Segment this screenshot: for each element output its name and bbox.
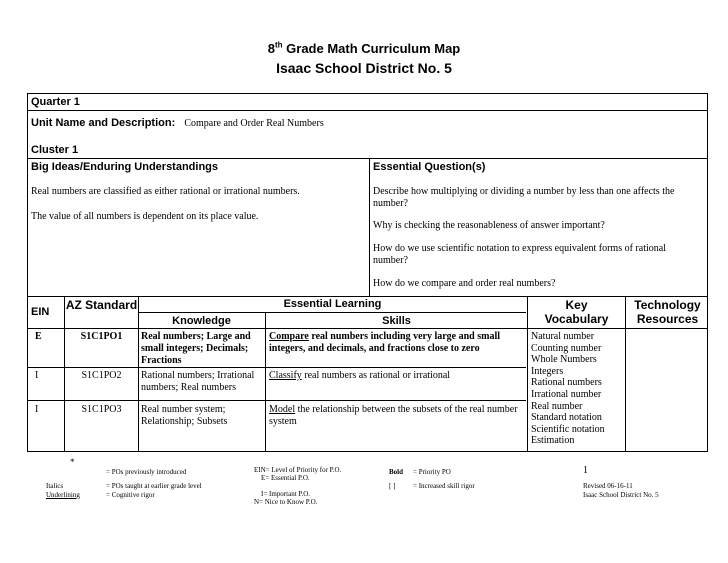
row-2-knowledge: Rational numbers; Irrational numbers; Real numbers: [141, 370, 255, 393]
row-3-skill-verb: Model: [269, 404, 296, 415]
quarter-label: Quarter 1: [31, 96, 80, 108]
vocabulary-item: Scientific notation: [531, 423, 605, 435]
underlining-text: Underlining: [46, 491, 80, 499]
vocabulary-item: Standard notation: [531, 412, 602, 424]
header-az-standard: AZ Standard: [65, 298, 138, 312]
revised-date: Revised 06-16-11: [583, 482, 633, 490]
row-3-standard: S1C1PO3: [81, 404, 122, 415]
header-essential-learning: Essential Learning: [283, 298, 382, 310]
district-title: Isaac School District No. 5: [276, 60, 452, 76]
essential-question-1: Describe how multiplying or dividing a number by less than one affects the number?: [373, 186, 675, 209]
vocabulary-list: [531, 331, 623, 447]
row-3-skills: [269, 404, 524, 428]
legend-pos-earlier: = POs taught at earlier grade level: [106, 482, 202, 490]
essential-question-3: How do we use scientific notation to express equivalent forms of rational number?: [373, 243, 666, 266]
legend-bold-label: Bold: [389, 468, 404, 476]
header-key-vocabulary: Key Vocabulary: [544, 298, 609, 326]
grade-number: 8: [267, 41, 275, 56]
legend-underlining-label: [46, 491, 80, 499]
row-2-standard: S1C1PO2: [81, 370, 122, 381]
row-1-skill-verb: Compare: [269, 331, 309, 342]
row-1-skills: [269, 331, 524, 355]
header-knowledge: Knowledge: [172, 315, 231, 327]
row-1-ein: E: [35, 331, 42, 342]
vocabulary-item: Counting number: [531, 342, 602, 354]
essential-question-2: Why is checking the reasonableness of answer important?: [373, 220, 605, 231]
ein-legend-line: EIN= Level of Priority for P.O.: [254, 466, 342, 474]
curriculum-table: [27, 93, 708, 452]
vocabulary-item: Natural number: [531, 331, 595, 342]
vocabulary-item: Irrational number: [531, 388, 602, 400]
row-2-ein: I: [35, 370, 39, 381]
footer-asterisk: *: [70, 457, 75, 467]
title-text: Grade Math Curriculum Map: [282, 41, 461, 56]
vocabulary-item: Integers: [531, 365, 564, 377]
ein-legend-line: E= Essential P.O.: [261, 474, 310, 482]
legend-bracket: = Increased skill rigor: [413, 482, 475, 490]
row-1-skill-rest: real numbers including very large and small integers, and decimals, and fractions close to zero: [269, 331, 501, 354]
ein-legend-line: I= Important P.O.: [261, 490, 311, 498]
big-idea-2: The value of all numbers is dependent on its place value.: [31, 211, 259, 222]
header-skills: Skills: [382, 315, 411, 327]
row-3-skill-rest: the relationship between the subsets of the real number system: [269, 404, 518, 427]
row-2-skills: [269, 370, 524, 382]
row-1-knowledge: Real numbers; Large and small integers; Decimals; Fractions: [141, 331, 251, 366]
vocabulary-item: Rational numbers: [531, 377, 602, 389]
cluster-label: Cluster 1: [31, 144, 79, 156]
footer-district: Isaac School District No. 5: [583, 491, 659, 499]
row-3-ein: I: [35, 404, 39, 415]
legend-cognitive: = Cognitive rigor: [106, 491, 155, 499]
row-2-skill-verb: Classify: [269, 370, 302, 381]
unit-value: Compare and Order Real Numbers: [184, 118, 324, 129]
legend-bracket-label: [ ]: [389, 482, 396, 490]
row-1-standard: S1C1PO1: [80, 331, 123, 342]
vocabulary-item: Estimation: [531, 435, 575, 447]
big-idea-1: Real numbers are classified as either rational or irrational numbers.: [31, 186, 300, 197]
vocabulary-item: Real number: [531, 400, 583, 412]
grade-suffix: th: [274, 40, 283, 50]
ein-legend: [254, 466, 341, 506]
big-ideas-header: Big Ideas/Enduring Understandings: [31, 161, 219, 173]
vocabulary-item: Whole Numbers: [531, 354, 597, 366]
legend-pos-introduced: = POs previously introduced: [106, 468, 187, 476]
legend-bold: = Priority PO: [413, 468, 451, 476]
unit-label-text: Unit Name and Description:: [31, 117, 176, 129]
page-title: [0, 40, 728, 57]
essential-question-4: How do we compare and order real numbers?: [373, 278, 556, 289]
row-2-skill-rest: real numbers as rational or irrational: [301, 370, 451, 381]
essential-questions-header: Essential Question(s): [373, 161, 486, 173]
page-number: 1: [583, 465, 588, 476]
header-ein: EIN: [31, 306, 50, 318]
unit-label: [31, 117, 324, 130]
legend-italics-label: Italics: [46, 482, 64, 490]
header-technology-resources: Technology Resources: [634, 298, 701, 326]
ein-legend-line: N= Nice to Know P.O.: [254, 498, 318, 506]
row-3-knowledge: Real number system; Relationship; Subsets: [141, 404, 228, 427]
